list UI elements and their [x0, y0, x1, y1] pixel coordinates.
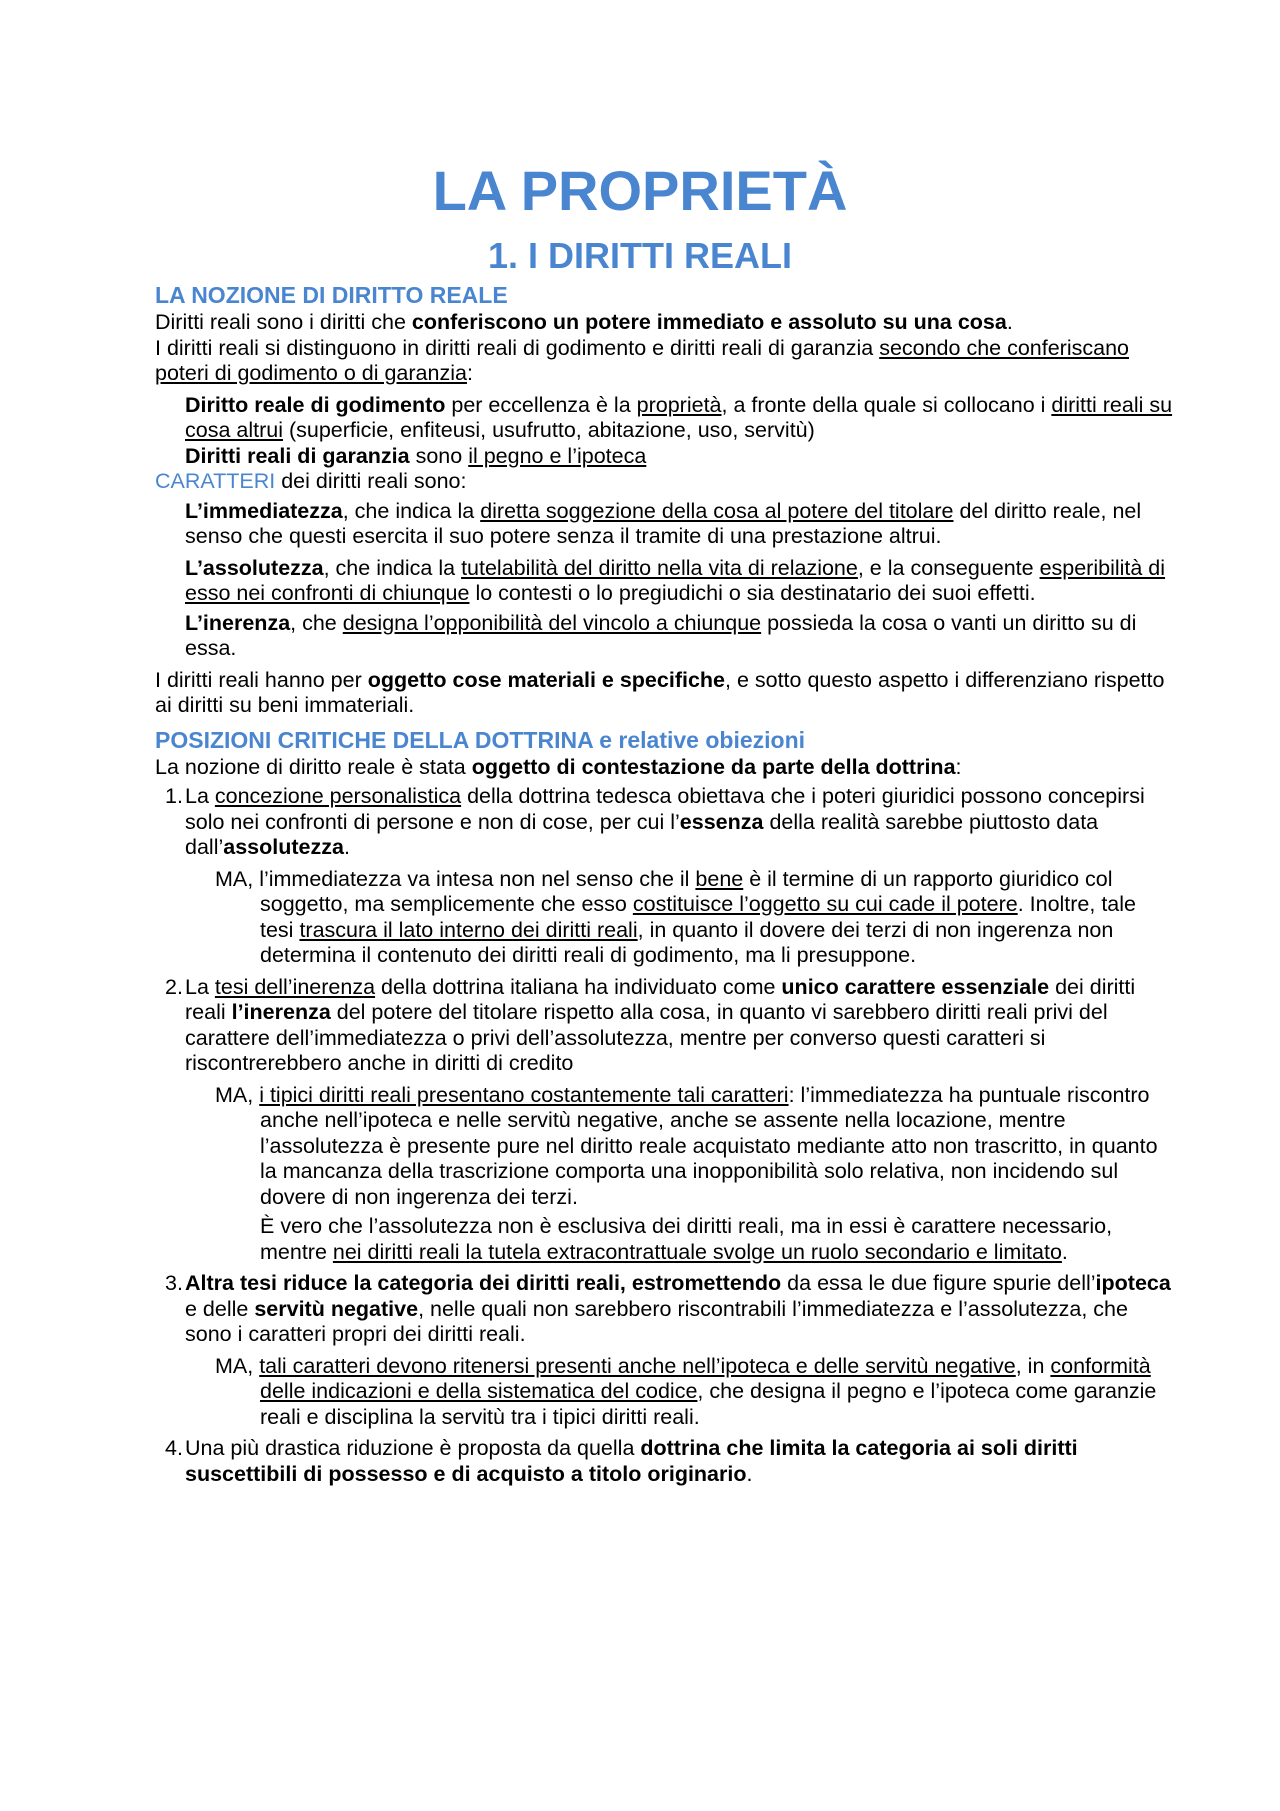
paragraph-intro-dottrina: La nozione di diritto reale è stata oggetto di contestazione da parte della dottrina: [155, 754, 962, 779]
item-assolutezza: L’assolutezza, che indica la tutelabilità del diritto nella vita di relazione, e la conseguente esperibilità di esso nei confronti di chiunque lo contesti o lo pregiudichi o sia destinatario dei suoi effetti. [185, 555, 1166, 605]
page-title: LA PROPRIETÀ [432, 159, 848, 222]
paragraph-definition: Diritti reali sono i diritti che conferiscono un potere immediato e assoluto su una cosa. [155, 310, 1013, 334]
item-garanzia: Diritti reali di garanzia sono il pegno e l’ipoteca [185, 443, 647, 468]
section-heading-posizioni: POSIZIONI CRITICHE DELLA DOTTRINA e relative obiezioni [155, 726, 806, 753]
item-inerenza: L’inerenza, che designa l’opponibilità del vincolo a chiunque possieda la cosa o vanti un diritto su di essa. [185, 610, 1137, 660]
paragraph-distinction: I diritti reali si distinguono in diritti reali di godimento e diritti reali di garanzia secondo che conferiscano poteri di godimento o di garanzia: [155, 335, 1129, 385]
paragraph-oggetto: I diritti reali hanno per oggetto cose materiali e specifiche, e sotto questo aspetto i differenziano rispetto ai diritti su beni immateriali. [155, 667, 1165, 717]
list-item-1: 1. La concezione personalistica della dottrina tedesca obiettava che i poteri giuridici possono concepirsi solo nei confronti di persone e non di cose, per cui l’essenza della realità sarebbe piuttosto data dall’assolutezza. [165, 784, 1145, 859]
objection-2: MA, i tipici diritti reali presentano costantemente tali caratteri: l’immediatezza ha puntuale riscontro anche nell’ipoteca e nelle servitù negative, anche se assente nella locazione, mentre l’assolutezza è presente pure nel diritto reale acquistato mediante atto non trascritto, in quanto la mancanza della trascrizione comporta una inopponibilità solo relativa, non incidendo sul dovere di non ingerenza dei terzi. [215, 1082, 1158, 1209]
objection-1: MA, l’immediatezza va intesa non nel senso che il bene è il termine di un rapporto giuridico col soggetto, ma semplicemente che esso costituisce l’oggetto su cui cade il potere. Inoltre, tale tesi trascura il lato interno dei diritti reali, in quanto il dovere dei terzi di non ingerenza non determina il contenuto dei diritti reali di godimento, ma li presuppone. [215, 866, 1137, 967]
item-godimento: Diritto reale di godimento per eccellenza è la proprietà, a fronte della quale si collocano i diritti reali su cosa altrui (superficie, enfiteusi, usufrutto, abitazione, uso, servitù) [185, 392, 1173, 442]
list-item-4: 4. Una più drastica riduzione è proposta da quella dottrina che limita la categoria ai soli diritti suscettibili di possesso e di acquisto a titolo originario. [165, 1436, 1078, 1486]
objection-2-continued: È vero che l’assolutezza non è esclusiva dei diritti reali, ma in essi è carattere necessario, mentre nei diritti reali la tutela extracontrattuale svolge un ruolo secondario e limitato. [260, 1214, 1113, 1264]
paragraph-caratteri: CARATTERI dei diritti reali sono: [155, 469, 467, 493]
list-item-2: 2. La tesi dell’inerenza della dottrina italiana ha individuato come unico carattere essenziale dei diritti reali l’inerenza del potere del titolare rispetto alla cosa, in quanto vi sarebbero diritti reali privi del carattere dell’immediatezza o privi dell’assolutezza, mentre per converso questi caratteri si riscontrerebbero anche in diritti di credito [165, 974, 1136, 1075]
list-number: 1. [165, 784, 183, 808]
objection-3: MA, tali caratteri devono ritenersi presenti anche nell’ipoteca e delle servitù negative, in conformità delle indicazioni e della sistematica del codice, che designa il pegno e l’ipoteca come garanzie reali e disciplina la servitù tra i tipici diritti reali. [215, 1353, 1157, 1429]
section-heading-nozione: LA NOZIONE DI DIRITTO REALE [155, 282, 508, 308]
item-immediatezza: L’immediatezza, che indica la diretta soggezione della cosa al potere del titolare del diritto reale, nel senso che questi esercita il suo potere senza il tramite di una prestazione altrui. [185, 498, 1142, 548]
list-item-3: 3. Altra tesi riduce la categoria dei diritti reali, estromettendo da essa le due figure spurie dell’ipoteca e delle servitù negative, nelle quali non sarebbero riscontrabili l’immediatezza e l’assolutezza, che sono i caratteri propri dei diritti reali. [165, 1271, 1171, 1346]
list-number: 2. [165, 974, 183, 999]
caratteri-label: CARATTERI [155, 469, 276, 493]
chapter-title: 1. I DIRITTI REALI [487, 235, 792, 276]
list-number: 3. [165, 1271, 183, 1295]
list-number: 4. [165, 1436, 183, 1460]
document-body [155, 280, 1175, 1487]
